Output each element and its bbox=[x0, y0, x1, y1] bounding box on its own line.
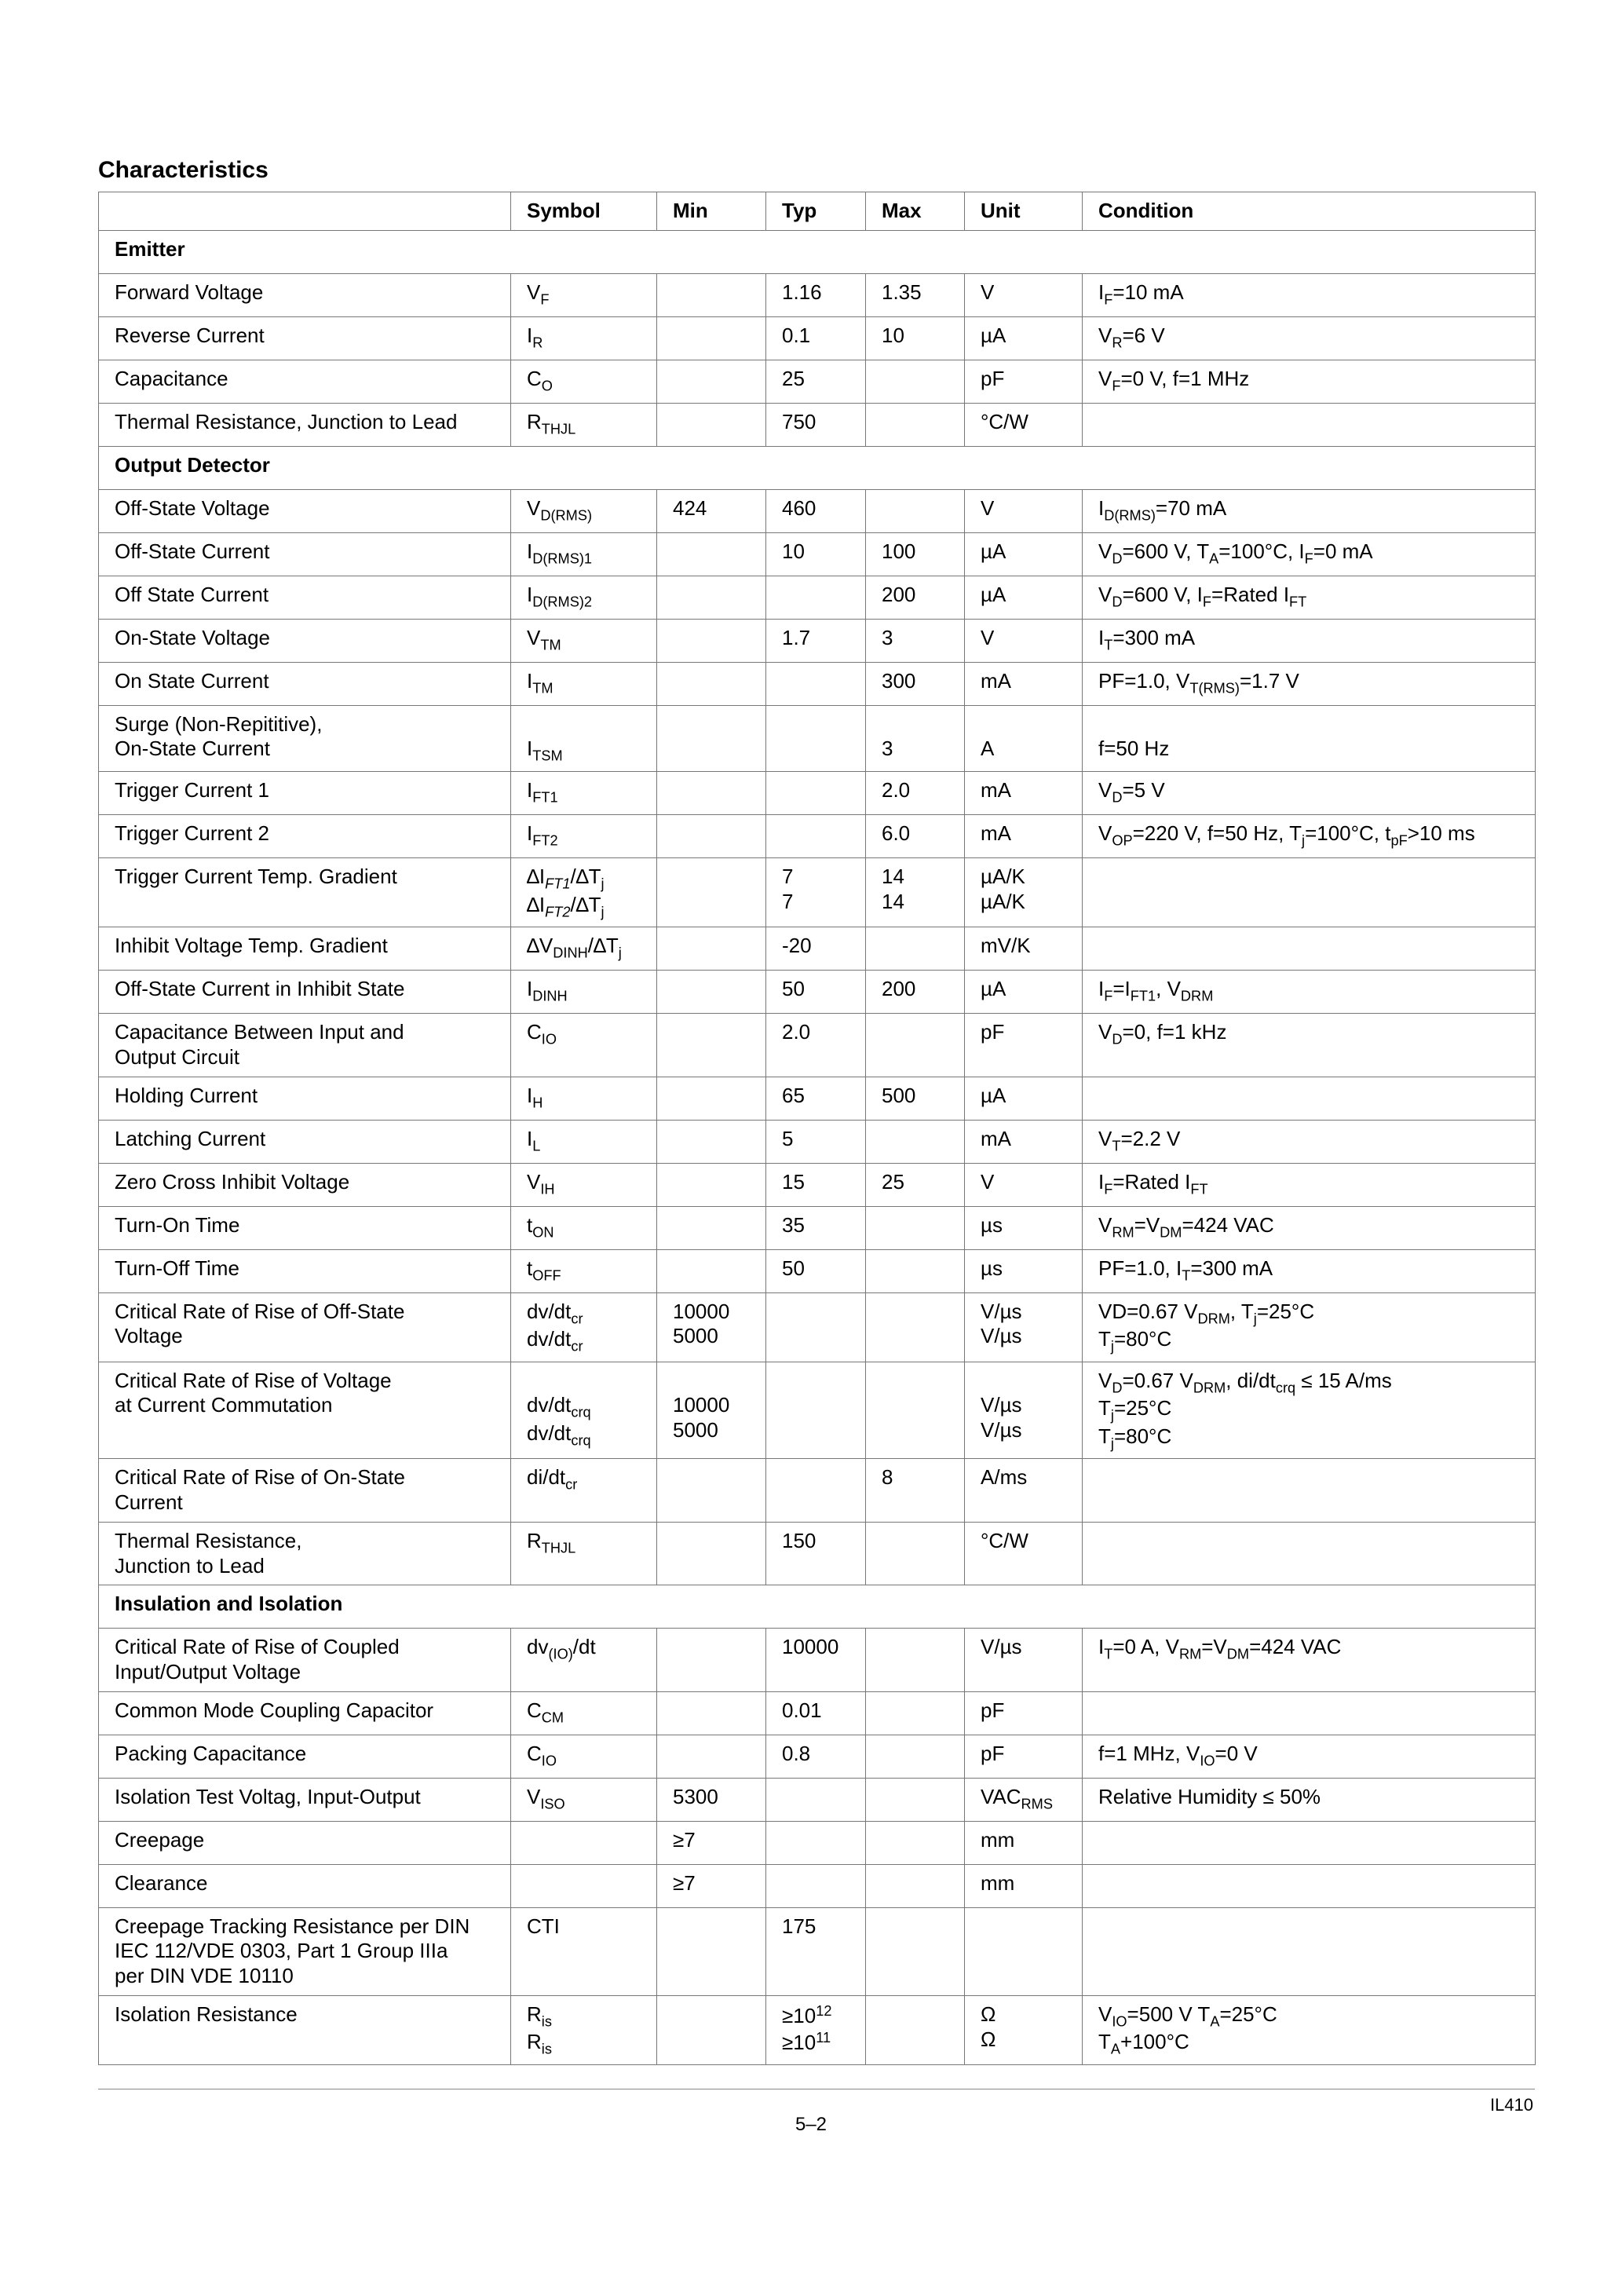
cell-unit: V bbox=[965, 273, 1083, 316]
cell-parameter: Off-State Current in Inhibit State bbox=[99, 971, 511, 1014]
cell-parameter: Clearance bbox=[99, 1864, 511, 1907]
cell-typ: 65 bbox=[766, 1077, 866, 1120]
cell-parameter: Reverse Current bbox=[99, 316, 511, 360]
cell-typ: 10 bbox=[766, 532, 866, 576]
cell-typ bbox=[766, 1778, 866, 1821]
table-row bbox=[99, 1522, 1536, 1585]
cell-unit: $VAC_{RMS}$ bbox=[965, 1778, 1083, 1821]
cell-parameter: Creepage bbox=[99, 1821, 511, 1864]
cell-typ bbox=[766, 705, 866, 771]
cell-symbol: $V_{TM}$ bbox=[511, 619, 657, 662]
cell-parameter: Critical Rate of Rise of Voltage at Current Commutation bbox=[99, 1362, 511, 1459]
cell-parameter: Inhibit Voltage Temp. Gradient bbox=[99, 927, 511, 971]
cell-condition: $V_D=600$ V, $I_F=Rated$ $I_{FT}$ bbox=[1083, 576, 1536, 619]
cell-max bbox=[866, 1907, 965, 1995]
table-row bbox=[99, 1778, 1536, 1821]
section-row bbox=[99, 1585, 1536, 1629]
table-row bbox=[99, 927, 1536, 971]
table-row bbox=[99, 1362, 1536, 1459]
cell-unit: °C/W bbox=[965, 403, 1083, 446]
cell-min bbox=[657, 576, 766, 619]
document-id: IL410 bbox=[1489, 2095, 1533, 2115]
cell-unit: mm bbox=[965, 1864, 1083, 1907]
cell-condition: $V_{OP}=220$ V, f=50 Hz, $T_j=100^\circ C$, $t_{pF}>10$ ms bbox=[1083, 815, 1536, 858]
cell-typ: 2.0 bbox=[766, 1014, 866, 1077]
cell-typ: 175 bbox=[766, 1907, 866, 1995]
table-row bbox=[99, 576, 1536, 619]
cell-min: 10000 5000 bbox=[657, 1362, 766, 1459]
cell-parameter: Turn-Off Time bbox=[99, 1249, 511, 1292]
cell-max bbox=[866, 1995, 965, 2064]
cell-max: 3 bbox=[866, 619, 965, 662]
cell-typ: 25 bbox=[766, 360, 866, 403]
cell-unit: µA/K µA/K bbox=[965, 858, 1083, 927]
cell-condition: f=1 MHz, $V_{IO}=0$ V bbox=[1083, 1735, 1536, 1778]
cell-condition bbox=[1083, 403, 1536, 446]
cell-typ: 0.8 bbox=[766, 1735, 866, 1778]
cell-min bbox=[657, 1459, 766, 1522]
table-row bbox=[99, 858, 1536, 927]
cell-condition: PF=1.0, $I_T=300$ mA bbox=[1083, 1249, 1536, 1292]
cell-typ: 1.7 bbox=[766, 619, 866, 662]
table-row bbox=[99, 1995, 1536, 2064]
cell-parameter: Turn-On Time bbox=[99, 1206, 511, 1249]
cell-symbol: $R_{is}$ $R_{is}$ bbox=[511, 1995, 657, 2064]
cell-condition: $I_F=Rated$ $I_{FT}$ bbox=[1083, 1163, 1536, 1206]
cell-typ: 750 bbox=[766, 403, 866, 446]
cell-typ bbox=[766, 815, 866, 858]
cell-typ: 50 bbox=[766, 971, 866, 1014]
cell-condition: $V_D=0$, f=1 kHz bbox=[1083, 1014, 1536, 1077]
cell-symbol: $R_{THJL}$ bbox=[511, 403, 657, 446]
cell-min bbox=[657, 1629, 766, 1691]
cell-parameter: Common Mode Coupling Capacitor bbox=[99, 1691, 511, 1735]
cell-symbol: $C_{CM}$ bbox=[511, 1691, 657, 1735]
cell-condition: $I_T=0$ A, $V_{RM}=V_{DM}=424$ VAC bbox=[1083, 1629, 1536, 1691]
cell-min bbox=[657, 532, 766, 576]
cell-min: 5300 bbox=[657, 1778, 766, 1821]
cell-min bbox=[657, 1206, 766, 1249]
cell-parameter: Thermal Resistance, Junction to Lead bbox=[99, 1522, 511, 1585]
cell-max bbox=[866, 1778, 965, 1821]
col-header-condition: Condition bbox=[1083, 192, 1536, 231]
cell-typ bbox=[766, 1362, 866, 1459]
cell-condition bbox=[1083, 1077, 1536, 1120]
col-header-min: Min bbox=[657, 192, 766, 231]
cell-max: 14 14 bbox=[866, 858, 965, 927]
cell-parameter: Critical Rate of Rise of Off-State Voltage bbox=[99, 1292, 511, 1362]
cell-condition: Relative Humidity ≤ 50% bbox=[1083, 1778, 1536, 1821]
cell-condition bbox=[1083, 1522, 1536, 1585]
cell-max bbox=[866, 1249, 965, 1292]
cell-typ: 15 bbox=[766, 1163, 866, 1206]
table-row bbox=[99, 705, 1536, 771]
cell-parameter: Packing Capacitance bbox=[99, 1735, 511, 1778]
cell-max bbox=[866, 1120, 965, 1163]
cell-typ bbox=[766, 1864, 866, 1907]
cell-symbol: $dv/dt_{cr}$ $dv/dt_{cr}$ bbox=[511, 1292, 657, 1362]
cell-condition: f=50 Hz bbox=[1083, 705, 1536, 771]
cell-unit: V bbox=[965, 489, 1083, 532]
cell-min bbox=[657, 1735, 766, 1778]
cell-symbol: $dv_{(IO)}/dt$ bbox=[511, 1629, 657, 1691]
table-row bbox=[99, 1691, 1536, 1735]
cell-parameter: Off State Current bbox=[99, 576, 511, 619]
cell-unit bbox=[965, 1907, 1083, 1995]
cell-parameter: Critical Rate of Rise of On-State Current bbox=[99, 1459, 511, 1522]
cell-condition: $V_F=0$ V, f=1 MHz bbox=[1083, 360, 1536, 403]
table-row bbox=[99, 815, 1536, 858]
cell-symbol: $\Delta I_{FT1}/\Delta T_j$ $\Delta I_{FT2}/\Delta T_j$ bbox=[511, 858, 657, 927]
cell-max bbox=[866, 1864, 965, 1907]
table-row bbox=[99, 403, 1536, 446]
cell-min bbox=[657, 858, 766, 927]
cell-unit: pF bbox=[965, 1014, 1083, 1077]
cell-condition: $V_R=6$ V bbox=[1083, 316, 1536, 360]
cell-unit: pF bbox=[965, 360, 1083, 403]
cell-condition bbox=[1083, 1821, 1536, 1864]
table-row bbox=[99, 1629, 1536, 1691]
cell-unit: mA bbox=[965, 1120, 1083, 1163]
cell-max: 200 bbox=[866, 576, 965, 619]
cell-condition bbox=[1083, 927, 1536, 971]
cell-max: 500 bbox=[866, 1077, 965, 1120]
cell-max bbox=[866, 403, 965, 446]
characteristics-table bbox=[98, 192, 1536, 2065]
cell-unit: V/µs V/µs bbox=[965, 1292, 1083, 1362]
cell-max bbox=[866, 1362, 965, 1459]
cell-symbol bbox=[511, 1821, 657, 1864]
cell-unit: mA bbox=[965, 662, 1083, 705]
cell-min bbox=[657, 705, 766, 771]
cell-typ: 10000 bbox=[766, 1629, 866, 1691]
cell-typ bbox=[766, 772, 866, 815]
cell-max bbox=[866, 1014, 965, 1077]
cell-typ bbox=[766, 576, 866, 619]
cell-typ: 460 bbox=[766, 489, 866, 532]
cell-condition bbox=[1083, 1691, 1536, 1735]
cell-condition: $I_T=300$ mA bbox=[1083, 619, 1536, 662]
cell-min bbox=[657, 1522, 766, 1585]
table-row bbox=[99, 1821, 1536, 1864]
cell-typ: 0.1 bbox=[766, 316, 866, 360]
table-row bbox=[99, 273, 1536, 316]
table-body bbox=[99, 230, 1536, 2064]
cell-symbol: $I_{TM}$ bbox=[511, 662, 657, 705]
cell-max bbox=[866, 489, 965, 532]
cell-unit: pF bbox=[965, 1735, 1083, 1778]
cell-parameter: Latching Current bbox=[99, 1120, 511, 1163]
cell-unit: mV/K bbox=[965, 927, 1083, 971]
cell-symbol: $I_{TSM}$ bbox=[511, 705, 657, 771]
table-row bbox=[99, 360, 1536, 403]
cell-symbol: $V_{D(RMS)}$ bbox=[511, 489, 657, 532]
section-row bbox=[99, 446, 1536, 489]
cell-condition bbox=[1083, 858, 1536, 927]
cell-symbol: $I_H$ bbox=[511, 1077, 657, 1120]
cell-typ: 0.01 bbox=[766, 1691, 866, 1735]
cell-typ: 1.16 bbox=[766, 273, 866, 316]
cell-max bbox=[866, 1522, 965, 1585]
cell-symbol: $I_R$ bbox=[511, 316, 657, 360]
table-row bbox=[99, 1014, 1536, 1077]
cell-min bbox=[657, 273, 766, 316]
cell-min bbox=[657, 316, 766, 360]
cell-symbol: $t_{ON}$ bbox=[511, 1206, 657, 1249]
table-row bbox=[99, 1077, 1536, 1120]
cell-symbol: $V_{IH}$ bbox=[511, 1163, 657, 1206]
cell-max bbox=[866, 360, 965, 403]
table-row bbox=[99, 316, 1536, 360]
cell-min bbox=[657, 815, 766, 858]
cell-min bbox=[657, 1691, 766, 1735]
cell-min bbox=[657, 1120, 766, 1163]
cell-typ: $\ge 10^{12}$ $\ge 10^{11}$ bbox=[766, 1995, 866, 2064]
cell-max: 6.0 bbox=[866, 815, 965, 858]
cell-max bbox=[866, 1629, 965, 1691]
cell-symbol: $V_F$ bbox=[511, 273, 657, 316]
cell-parameter: Critical Rate of Rise of Coupled Input/Output Voltage bbox=[99, 1629, 511, 1691]
section-row bbox=[99, 230, 1536, 273]
table-row bbox=[99, 489, 1536, 532]
cell-symbol bbox=[511, 1864, 657, 1907]
cell-unit: µA bbox=[965, 971, 1083, 1014]
cell-condition: PF=1.0, $V_{T(RMS)}=1.7$ V bbox=[1083, 662, 1536, 705]
cell-min bbox=[657, 619, 766, 662]
table-row bbox=[99, 1249, 1536, 1292]
cell-symbol: $di/dt_{cr}$ bbox=[511, 1459, 657, 1522]
cell-min bbox=[657, 662, 766, 705]
cell-unit: V/µs V/µs bbox=[965, 1362, 1083, 1459]
cell-symbol: $I_{FT1}$ bbox=[511, 772, 657, 815]
cell-unit: µA bbox=[965, 1077, 1083, 1120]
cell-parameter: Forward Voltage bbox=[99, 273, 511, 316]
cell-symbol: $V_{ISO}$ bbox=[511, 1778, 657, 1821]
table-row bbox=[99, 1120, 1536, 1163]
table-header-row bbox=[99, 192, 1536, 231]
cell-unit: µA bbox=[965, 316, 1083, 360]
cell-min: ≥7 bbox=[657, 1821, 766, 1864]
cell-parameter: Capacitance Between Input and Output Circuit bbox=[99, 1014, 511, 1077]
cell-condition: VD=0.67 $V_{DRM}$, $T_j=25^\circ C$ $T_j=80^\circ C$ bbox=[1083, 1292, 1536, 1362]
cell-symbol: $C_{IO}$ bbox=[511, 1014, 657, 1077]
section-heading: Insulation and Isolation bbox=[99, 1585, 1536, 1629]
cell-typ: 7 7 bbox=[766, 858, 866, 927]
table-row bbox=[99, 532, 1536, 576]
table-row bbox=[99, 1163, 1536, 1206]
cell-min bbox=[657, 772, 766, 815]
col-header-parameter bbox=[99, 192, 511, 231]
table-row bbox=[99, 1864, 1536, 1907]
cell-max bbox=[866, 1691, 965, 1735]
cell-min bbox=[657, 1907, 766, 1995]
cell-condition bbox=[1083, 1907, 1536, 1995]
cell-symbol: $t_{OFF}$ bbox=[511, 1249, 657, 1292]
cell-symbol: $I_{DINH}$ bbox=[511, 971, 657, 1014]
cell-unit: pF bbox=[965, 1691, 1083, 1735]
section-heading: Emitter bbox=[99, 230, 1536, 273]
cell-parameter: On-State Voltage bbox=[99, 619, 511, 662]
cell-max: 25 bbox=[866, 1163, 965, 1206]
cell-max bbox=[866, 1292, 965, 1362]
cell-max bbox=[866, 1206, 965, 1249]
cell-condition bbox=[1083, 1459, 1536, 1522]
cell-symbol: $C_O$ bbox=[511, 360, 657, 403]
cell-max: 100 bbox=[866, 532, 965, 576]
cell-min bbox=[657, 971, 766, 1014]
table-row bbox=[99, 772, 1536, 815]
cell-typ: 35 bbox=[766, 1206, 866, 1249]
cell-max: 8 bbox=[866, 1459, 965, 1522]
table-row bbox=[99, 1907, 1536, 1995]
cell-parameter: Surge (Non-Repititive), On-State Current bbox=[99, 705, 511, 771]
cell-min: 424 bbox=[657, 489, 766, 532]
cell-max: 3 bbox=[866, 705, 965, 771]
cell-condition: $V_D=600$ V, $T_A=100^\circ C$, $I_F=0$ mA bbox=[1083, 532, 1536, 576]
cell-unit: A/ms bbox=[965, 1459, 1083, 1522]
cell-symbol: $I_{D(RMS)2}$ bbox=[511, 576, 657, 619]
cell-typ bbox=[766, 1821, 866, 1864]
table-row bbox=[99, 619, 1536, 662]
cell-typ: -20 bbox=[766, 927, 866, 971]
cell-unit: A bbox=[965, 705, 1083, 771]
table-row bbox=[99, 971, 1536, 1014]
cell-min bbox=[657, 360, 766, 403]
cell-symbol: CTI bbox=[511, 1907, 657, 1995]
cell-parameter: Off-State Voltage bbox=[99, 489, 511, 532]
cell-unit: µs bbox=[965, 1206, 1083, 1249]
cell-condition: $I_F=I_{FT1}$, $V_{DRM}$ bbox=[1083, 971, 1536, 1014]
cell-typ: 50 bbox=[766, 1249, 866, 1292]
cell-parameter: Zero Cross Inhibit Voltage bbox=[99, 1163, 511, 1206]
table-row bbox=[99, 1735, 1536, 1778]
cell-unit: µA bbox=[965, 532, 1083, 576]
cell-parameter: Off-State Current bbox=[99, 532, 511, 576]
cell-parameter: Trigger Current Temp. Gradient bbox=[99, 858, 511, 927]
cell-min bbox=[657, 1995, 766, 2064]
cell-symbol: $\Delta V_{DINH}/\Delta T_j$ bbox=[511, 927, 657, 971]
cell-min bbox=[657, 927, 766, 971]
cell-parameter: Thermal Resistance, Junction to Lead bbox=[99, 403, 511, 446]
cell-typ bbox=[766, 1459, 866, 1522]
cell-condition: $I_F=10$ mA bbox=[1083, 273, 1536, 316]
cell-condition: $V_{RM}=V_{DM}=424$ VAC bbox=[1083, 1206, 1536, 1249]
cell-parameter: Creepage Tracking Resistance per DIN IEC 112/VDE 0303, Part 1 Group IIIa per DIN VDE 10110 bbox=[99, 1907, 511, 1995]
col-header-symbol: Symbol bbox=[511, 192, 657, 231]
table-row bbox=[99, 1292, 1536, 1362]
cell-parameter: On State Current bbox=[99, 662, 511, 705]
section-heading: Output Detector bbox=[99, 446, 1536, 489]
cell-min: ≥7 bbox=[657, 1864, 766, 1907]
cell-parameter: Isolation Test Voltag, Input-Output bbox=[99, 1778, 511, 1821]
cell-unit: V/µs bbox=[965, 1629, 1083, 1691]
cell-symbol: $I_{FT2}$ bbox=[511, 815, 657, 858]
cell-symbol: $I_L$ bbox=[511, 1120, 657, 1163]
cell-unit: V bbox=[965, 1163, 1083, 1206]
page-number: 5–2 bbox=[795, 2114, 827, 2135]
table-row bbox=[99, 1459, 1536, 1522]
cell-symbol: $I_{D(RMS)1}$ bbox=[511, 532, 657, 576]
cell-max bbox=[866, 1735, 965, 1778]
cell-parameter: Capacitance bbox=[99, 360, 511, 403]
cell-min bbox=[657, 1163, 766, 1206]
cell-parameter: Trigger Current 2 bbox=[99, 815, 511, 858]
cell-unit: Ω Ω bbox=[965, 1995, 1083, 2064]
cell-unit: °C/W bbox=[965, 1522, 1083, 1585]
cell-min bbox=[657, 1077, 766, 1120]
cell-typ bbox=[766, 662, 866, 705]
cell-unit: mm bbox=[965, 1821, 1083, 1864]
table-row bbox=[99, 662, 1536, 705]
cell-symbol: $dv/dt_{crq}$ $dv/dt_{crq}$ bbox=[511, 1362, 657, 1459]
cell-condition: $V_{IO}=500$ V $T_A=25^\circ C$ $T_A+100^\circ C$ bbox=[1083, 1995, 1536, 2064]
cell-min bbox=[657, 1249, 766, 1292]
cell-unit: mA bbox=[965, 772, 1083, 815]
col-header-unit: Unit bbox=[965, 192, 1083, 231]
cell-condition: $V_T=2.2$ V bbox=[1083, 1120, 1536, 1163]
cell-typ: 150 bbox=[766, 1522, 866, 1585]
cell-max: 200 bbox=[866, 971, 965, 1014]
cell-condition: $V_D=5$ V bbox=[1083, 772, 1536, 815]
cell-unit: µA bbox=[965, 576, 1083, 619]
cell-max: 10 bbox=[866, 316, 965, 360]
cell-symbol: $R_{THJL}$ bbox=[511, 1522, 657, 1585]
cell-parameter: Holding Current bbox=[99, 1077, 511, 1120]
col-header-typ: Typ bbox=[766, 192, 866, 231]
cell-max: 300 bbox=[866, 662, 965, 705]
table-row bbox=[99, 1206, 1536, 1249]
cell-typ bbox=[766, 1292, 866, 1362]
cell-typ: 5 bbox=[766, 1120, 866, 1163]
cell-parameter: Isolation Resistance bbox=[99, 1995, 511, 2064]
cell-unit: mA bbox=[965, 815, 1083, 858]
cell-unit: V bbox=[965, 619, 1083, 662]
cell-condition: $I_{D(RMS)}=70$ mA bbox=[1083, 489, 1536, 532]
cell-max bbox=[866, 1821, 965, 1864]
cell-min bbox=[657, 1014, 766, 1077]
col-header-max: Max bbox=[866, 192, 965, 231]
cell-max: 2.0 bbox=[866, 772, 965, 815]
section-title: Characteristics bbox=[98, 157, 269, 183]
cell-max: 1.35 bbox=[866, 273, 965, 316]
cell-condition bbox=[1083, 1864, 1536, 1907]
cell-min bbox=[657, 403, 766, 446]
cell-symbol: $C_{IO}$ bbox=[511, 1735, 657, 1778]
cell-condition: $V_D=0.67$ $V_{DRM}$, $di/dt_{crq} \le 15$ A/ms $T_j=25^\circ C$ $T_j=80^\circ C$ bbox=[1083, 1362, 1536, 1459]
cell-parameter: Trigger Current 1 bbox=[99, 772, 511, 815]
cell-max bbox=[866, 927, 965, 971]
cell-unit: µs bbox=[965, 1249, 1083, 1292]
cell-min: 10000 5000 bbox=[657, 1292, 766, 1362]
